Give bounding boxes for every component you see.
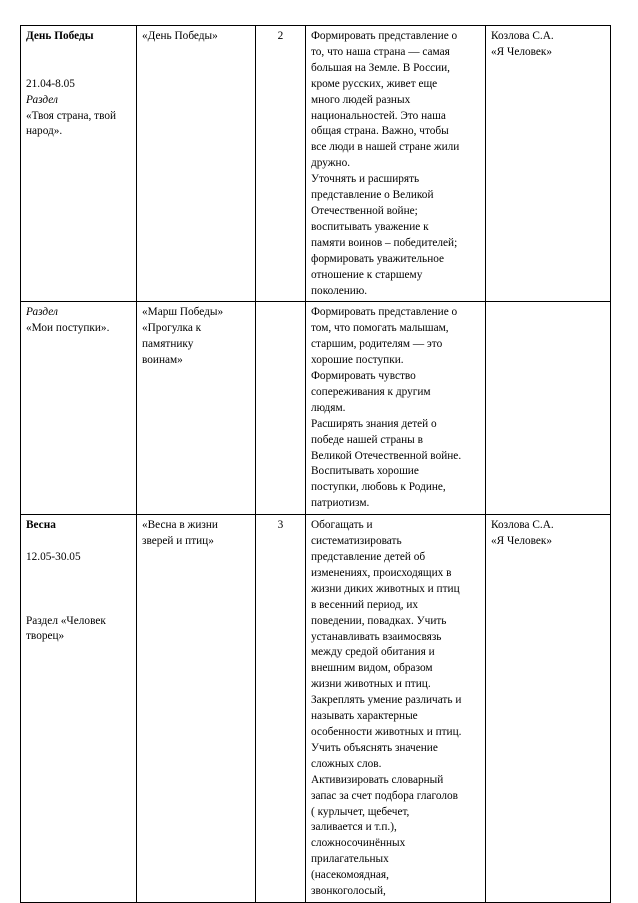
goals-line: в весенний период, их	[311, 598, 419, 611]
lesson-count-cell	[256, 302, 306, 515]
goals-line: прилагательных	[311, 853, 389, 866]
goals-line: сложных слов.	[311, 757, 382, 770]
table-row	[21, 26, 611, 302]
topic-cell	[21, 515, 137, 903]
topic-line: Весна	[26, 519, 56, 532]
goals-line: Формировать представление о	[311, 30, 458, 42]
goals-line: сложносочинённых	[311, 837, 406, 850]
goals-line: Воспитывать хорошие	[311, 465, 419, 478]
lesson-title-line: зверей и птиц»	[142, 535, 214, 548]
lesson-count-cell	[256, 26, 306, 302]
topic-line	[26, 598, 131, 614]
topic-line	[26, 582, 131, 598]
topic-line: День Победы	[26, 30, 94, 42]
goals-line: внешним видом, образом	[311, 662, 433, 675]
goals-line: Расширять знания детей о	[311, 417, 437, 430]
goals-cell	[306, 26, 486, 302]
goals-line: изменениях, происходящих в	[311, 566, 452, 579]
goals-line: запас за счет подбора глаголов	[311, 789, 458, 802]
goals-line: отношение к старшему	[311, 268, 423, 281]
goals-line: победе нашей страны в	[311, 433, 423, 446]
goals-line: формировать уважительное	[311, 252, 445, 265]
goals-line: Обогащать и	[311, 519, 373, 532]
goals-line: воспитывать уважение к	[311, 220, 429, 233]
table-row	[21, 515, 611, 903]
topic-line	[26, 534, 131, 550]
literature-cell	[486, 26, 611, 302]
goals-line: особенности животных и птиц.	[311, 725, 462, 738]
goals-line: Великой Отечественной войне.	[311, 449, 462, 462]
goals-line: национальностей. Это наша	[311, 109, 446, 122]
literature-line: «Я Человек»	[491, 45, 553, 58]
goals-line: Активизировать словарный	[311, 773, 444, 786]
lesson-title-cell	[137, 26, 256, 302]
topic-cell	[21, 302, 137, 515]
topic-line	[26, 61, 131, 77]
goals-line: Учить объяснять значение	[311, 741, 438, 754]
literature-cell	[486, 302, 611, 515]
goals-line: патриотизм.	[311, 497, 370, 510]
goals-line: называть характерные	[311, 710, 418, 723]
goals-line: между средой обитания и	[311, 646, 435, 659]
topic-line: 12.05-30.05	[26, 550, 81, 563]
literature-line: Козлова С.А.	[491, 519, 554, 532]
goals-line: хорошие поступки.	[311, 354, 404, 367]
lesson-count: 2	[277, 30, 284, 42]
goals-line: систематизировать	[311, 535, 402, 548]
lesson-title-cell	[137, 302, 256, 515]
goals-line: поколению.	[311, 284, 368, 297]
lesson-plan-table	[20, 25, 611, 903]
topic-line: Раздел	[26, 93, 58, 106]
topic-line: Раздел «Человек	[26, 614, 106, 627]
goals-line: Закреплять умение различать и	[311, 694, 462, 707]
goals-line: том, что помогать малышам,	[311, 322, 449, 335]
goals-line: Формировать чувство	[311, 370, 416, 383]
lesson-title-line: «День Победы»	[142, 30, 218, 42]
lesson-plan-body	[21, 26, 611, 903]
goals-line: людям.	[311, 401, 346, 414]
goals-line: жизни диких животных и птиц	[311, 582, 460, 595]
goals-line: заливается и т.п.),	[311, 821, 397, 834]
goals-line: представление детей об	[311, 551, 426, 563]
goals-line: Формировать представление о	[311, 306, 458, 319]
topic-line: «Твоя страна, твой	[26, 109, 117, 122]
goals-cell	[306, 302, 486, 515]
lesson-title-line: «Марш Победы»	[142, 306, 224, 319]
lesson-title-line: «Весна в жизни	[142, 519, 218, 532]
topic-line: 21.04-8.05	[26, 77, 75, 90]
goals-line: памяти воинов – победителей;	[311, 236, 458, 249]
goals-line: устанавливать взаимосвязь	[311, 630, 442, 643]
topic-line: творец»	[26, 630, 65, 643]
topic-line	[26, 566, 131, 582]
goals-line: старшим, родителям — это	[311, 338, 443, 351]
literature-cell	[486, 515, 611, 903]
goals-line: большая на Земле. В России,	[311, 61, 451, 74]
lesson-title-line: памятнику	[142, 338, 194, 351]
goals-line: ( курлычет, щебечет,	[311, 805, 410, 818]
goals-cell	[306, 515, 486, 903]
goals-line: (насекомоядная,	[311, 869, 389, 882]
lesson-title-line: «Прогулка к	[142, 322, 202, 335]
topic-line: Раздел	[26, 306, 58, 319]
goals-line: поступки, любовь к Родине,	[311, 481, 446, 494]
goals-line: все люди в нашей стране жили	[311, 141, 460, 154]
lesson-count-cell	[256, 515, 306, 903]
goals-line: звонкоголосый,	[311, 885, 386, 898]
topic-line: «Мои поступки».	[26, 322, 110, 335]
goals-line: поведении, повадках. Учить	[311, 614, 447, 627]
goals-line: сопереживания к другим	[311, 385, 431, 398]
topic-cell	[21, 26, 137, 302]
goals-line: дружно.	[311, 157, 351, 170]
goals-line: много людей разных	[311, 93, 411, 106]
lesson-title-cell	[137, 515, 256, 903]
topic-line: народ».	[26, 125, 63, 138]
goals-line: кроме русских, живет еще	[311, 77, 438, 90]
goals-line: то, что наша страна — самая	[311, 45, 450, 58]
goals-line: представление о Великой	[311, 189, 434, 202]
goals-line: жизни животных и птиц.	[311, 678, 431, 691]
topic-line	[26, 45, 131, 61]
literature-line: «Я Человек»	[491, 535, 553, 548]
goals-line: Отечественной войне;	[311, 204, 418, 217]
literature-line: Козлова С.А.	[491, 30, 554, 42]
goals-line: Уточнять и расширять	[311, 173, 420, 186]
table-row	[21, 302, 611, 515]
goals-line: общая страна. Важно, чтобы	[311, 125, 449, 138]
lesson-count: 3	[277, 519, 284, 532]
lesson-title-line: воинам»	[142, 354, 183, 367]
